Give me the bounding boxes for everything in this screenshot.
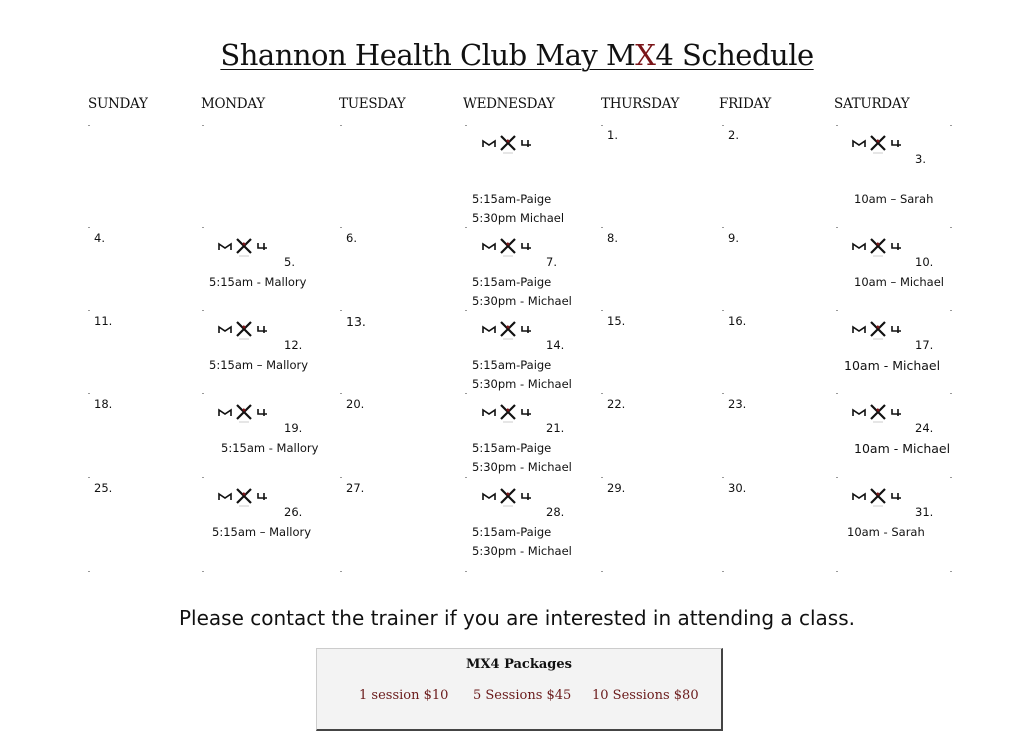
wed-class-pm: 5:30pm - Michael	[472, 294, 572, 308]
grid-dot	[202, 571, 204, 572]
mx4-logo	[217, 235, 271, 257]
grid-dot	[465, 125, 467, 126]
grid-dot	[601, 477, 603, 478]
title-mx-x: X	[635, 38, 656, 72]
grid-dot	[950, 125, 952, 126]
wed-class-am: 5:15am-Paige	[472, 192, 552, 206]
grid-dot	[722, 310, 724, 311]
grid-dot	[601, 571, 603, 572]
grid-dot	[836, 393, 838, 394]
date-wednesday: 14.	[546, 338, 565, 352]
grid-dot	[601, 227, 603, 228]
grid-dot	[722, 393, 724, 394]
mx4-logo	[217, 401, 271, 423]
mon-class: 5:15am - Mallory	[209, 275, 307, 289]
sat-class: 10am – Sarah	[854, 192, 934, 206]
grid-dot	[722, 125, 724, 126]
mx4-logo	[481, 485, 535, 507]
grid-dot	[836, 477, 838, 478]
grid-dot	[340, 393, 342, 394]
grid-dot	[340, 477, 342, 478]
title-suffix: 4 Schedule	[655, 38, 814, 72]
wed-class-pm: 5:30pm - Michael	[472, 377, 572, 391]
mx4-logo	[481, 132, 535, 154]
grid-dot	[88, 477, 90, 478]
wed-class-am: 5:15am-Paige	[472, 275, 552, 289]
wed-class-am: 5:15am-Paige	[472, 525, 552, 539]
grid-dot	[836, 125, 838, 126]
grid-dot	[202, 227, 204, 228]
date-wednesday: 21.	[546, 421, 565, 435]
grid-dot	[601, 393, 603, 394]
sat-class: 10am - Sarah	[847, 525, 925, 539]
date-2: 2.	[728, 128, 739, 142]
date-sunday: 4.	[94, 231, 105, 245]
grid-dot	[88, 310, 90, 311]
grid-dot	[722, 477, 724, 478]
date-tuesday: 27.	[346, 481, 365, 495]
packages-title: MX4 Packages	[466, 657, 572, 672]
date-monday: 26.	[284, 505, 303, 519]
grid-dot	[465, 477, 467, 478]
sat-class: 10am - Michael	[844, 358, 941, 373]
date-saturday: 17.	[915, 338, 934, 352]
wed-class-pm: 5:30pm - Michael	[472, 544, 572, 558]
header-wednesday: WEDNESDAY	[463, 96, 555, 112]
grid-dot	[836, 571, 838, 572]
date-tuesday: 20.	[346, 397, 365, 411]
packages-box	[316, 648, 723, 731]
wed-class-am: 5:15am-Paige	[472, 441, 552, 455]
grid-dot	[722, 227, 724, 228]
mon-class: 5:15am - Mallory	[221, 441, 319, 455]
date-friday: 16.	[728, 314, 747, 328]
header-saturday: SATURDAY	[834, 96, 910, 112]
grid-dot	[601, 125, 603, 126]
grid-dot	[836, 310, 838, 311]
grid-dot	[88, 125, 90, 126]
grid-dot	[465, 571, 467, 572]
date-saturday: 10.	[915, 255, 934, 269]
date-monday: 5.	[284, 255, 295, 269]
grid-dot	[950, 227, 952, 228]
date-monday: 12.	[284, 338, 303, 352]
mx4-logo	[217, 318, 271, 340]
mx4-logo	[851, 235, 905, 257]
mx4-logo	[851, 401, 905, 423]
mx4-logo	[851, 318, 905, 340]
date-sunday: 18.	[94, 397, 113, 411]
grid-dot	[340, 227, 342, 228]
package-5: 5 Sessions $45	[473, 688, 572, 703]
date-wednesday: 7.	[546, 255, 557, 269]
grid-dot	[950, 310, 952, 311]
date-saturday: 31.	[915, 505, 934, 519]
package-10: 10 Sessions $80	[592, 688, 699, 703]
grid-dot	[836, 227, 838, 228]
page-title	[0, 38, 1034, 72]
date-3: 3.	[915, 152, 926, 166]
mx4-logo	[851, 132, 905, 154]
package-1: 1 session $10	[359, 688, 449, 703]
grid-dot	[202, 125, 204, 126]
grid-dot	[465, 393, 467, 394]
grid-dot	[202, 393, 204, 394]
date-saturday: 24.	[915, 421, 934, 435]
grid-dot	[950, 477, 952, 478]
date-tuesday: 6.	[346, 231, 357, 245]
date-sunday: 25.	[94, 481, 113, 495]
grid-dot	[950, 571, 952, 572]
date-thursday: 15.	[607, 314, 626, 328]
wed-class-pm: 5:30pm - Michael	[472, 460, 572, 474]
grid-dot	[202, 477, 204, 478]
sat-class: 10am – Michael	[854, 275, 944, 289]
grid-dot	[601, 310, 603, 311]
header-sunday: SUNDAY	[88, 96, 148, 112]
title-text: Shannon Health Club May	[220, 38, 606, 72]
grid-dot	[465, 310, 467, 311]
grid-dot	[340, 125, 342, 126]
date-thursday: 22.	[607, 397, 626, 411]
mx4-logo	[851, 485, 905, 507]
header-friday: FRIDAY	[719, 96, 772, 112]
date-wednesday: 28.	[546, 505, 565, 519]
mx4-logo	[481, 401, 535, 423]
wed-class-pm: 5:30pm Michael	[472, 211, 565, 225]
header-tuesday: TUESDAY	[339, 96, 406, 112]
grid-dot	[340, 310, 342, 311]
wed-class-am: 5:15am-Paige	[472, 358, 552, 372]
mx4-logo	[481, 235, 535, 257]
grid-dot	[465, 227, 467, 228]
header-thursday: THURSDAY	[601, 96, 680, 112]
date-friday: 9.	[728, 231, 739, 245]
date-1: 1.	[607, 128, 618, 142]
grid-dot	[88, 227, 90, 228]
date-tuesday: 13.	[346, 314, 366, 329]
date-friday: 23.	[728, 397, 747, 411]
grid-dot	[88, 393, 90, 394]
title-mx-m: M	[605, 38, 636, 72]
grid-dot	[722, 571, 724, 572]
date-thursday: 8.	[607, 231, 618, 245]
mon-class: 5:15am – Mallory	[209, 358, 309, 372]
mon-class: 5:15am – Mallory	[212, 525, 312, 539]
date-friday: 30.	[728, 481, 747, 495]
grid-dot	[202, 310, 204, 311]
date-sunday: 11.	[94, 314, 113, 328]
grid-dot	[950, 393, 952, 394]
grid-dot	[340, 571, 342, 572]
mx4-logo	[217, 485, 271, 507]
date-monday: 19.	[284, 421, 303, 435]
mx4-logo	[481, 318, 535, 340]
date-thursday: 29.	[607, 481, 626, 495]
contact-note: Please contact the trainer if you are interested in attending a class.	[178, 606, 856, 630]
header-monday: MONDAY	[201, 96, 265, 112]
grid-dot	[88, 571, 90, 572]
sat-class: 10am - Michael	[854, 441, 951, 456]
